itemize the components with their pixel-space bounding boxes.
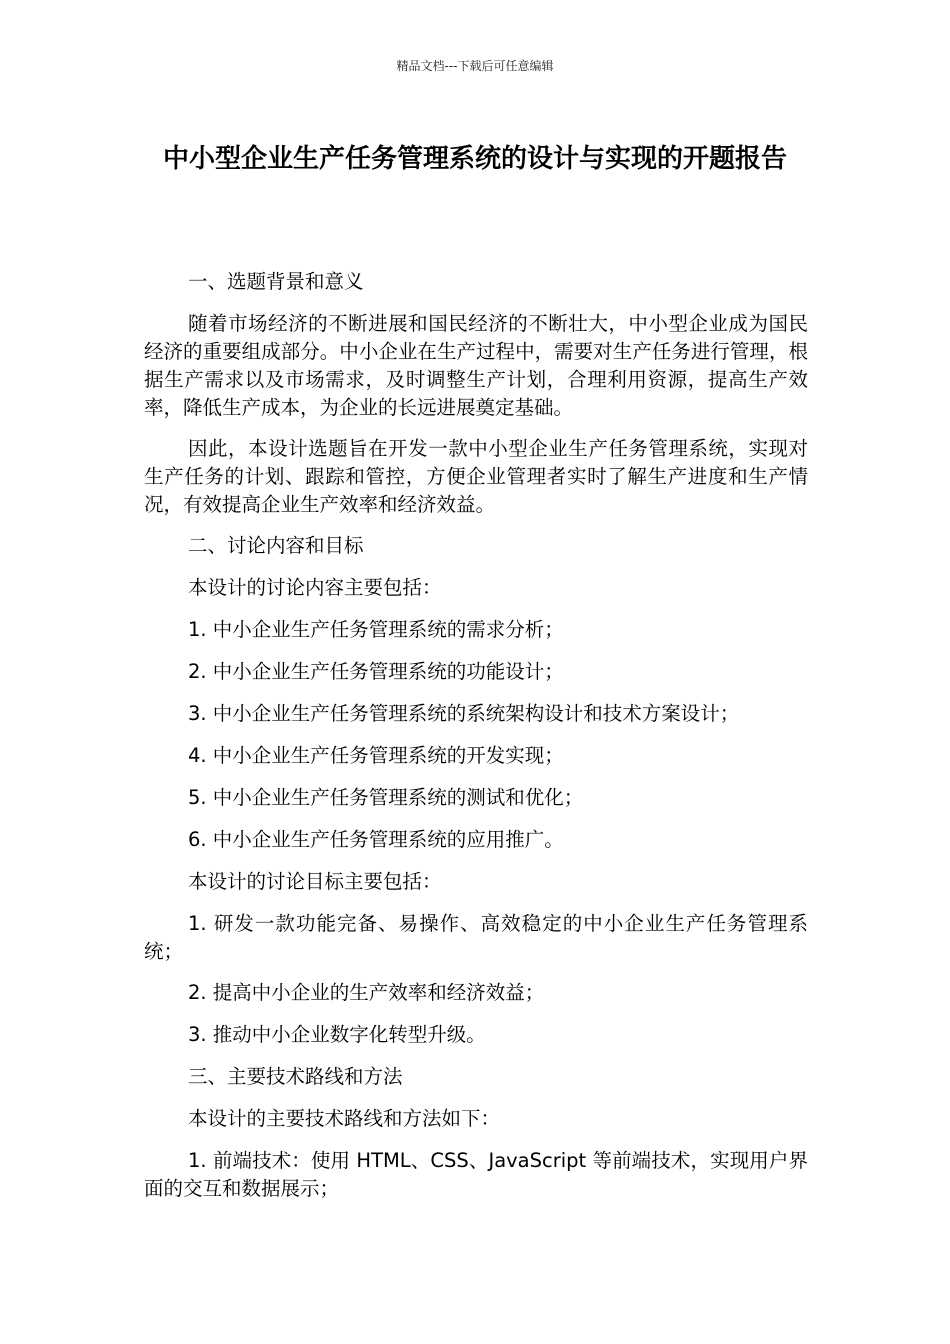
section-heading-technical-route: 三、主要技术路线和方法	[188, 1065, 403, 1088]
content-list-item: 3. 中小企业生产任务管理系统的系统架构设计和技术方案设计；	[188, 702, 740, 725]
paragraph-content-intro: 本设计的讨论内容主要包括：	[188, 576, 442, 599]
technical-list-item: 1. 前端技术：使用 HTML、CSS、JavaScript 等前端技术，实现用户界面的交互和数据展示；	[144, 1149, 808, 1200]
paragraph-background: 随着市场经济的不断进展和国民经济的不断壮大，中小型企业成为国民经济的重要组成部分。中小企业在生产过程中，需要对生产任务进行管理，根据生产需求以及市场需求，及时调整生产计划，合理利用资源，提高生产效率，降低生产成本，为企业的长远进展奠定基础。	[144, 312, 808, 419]
content-list-item: 5. 中小企业生产任务管理系统的测试和优化；	[188, 786, 584, 809]
section-heading-content-goals: 二、讨论内容和目标	[188, 534, 364, 557]
paragraph-purpose: 因此，本设计选题旨在开发一款中小型企业生产任务管理系统，实现对生产任务的计划、跟踪和管控，方便企业管理者实时了解生产进度和生产情况，有效提高企业生产效率和经济效益。	[144, 437, 808, 516]
content-list-item: 6. 中小企业生产任务管理系统的应用推广。	[188, 828, 564, 851]
goal-list-item: 1. 研发一款功能完备、易操作、高效稳定的中小企业生产任务管理系统；	[144, 912, 808, 963]
header-note: 精品文档---下载后可任意编辑	[396, 59, 554, 73]
goal-list-item: 3. 推动中小企业数字化转型升级。	[188, 1023, 486, 1046]
paragraph-goals-intro: 本设计的讨论目标主要包括：	[188, 870, 442, 893]
content-list-item: 4. 中小企业生产任务管理系统的开发实现；	[188, 744, 564, 767]
document-body	[144, 268, 808, 1216]
content-list-item: 1. 中小企业生产任务管理系统的需求分析；	[188, 618, 564, 641]
paragraph-technical-intro: 本设计的主要技术路线和方法如下：	[188, 1107, 501, 1130]
section-heading-background: 一、选题背景和意义	[188, 270, 364, 293]
goal-list-item: 2. 提高中小企业的生产效率和经济效益；	[188, 981, 545, 1004]
content-list-item: 2. 中小企业生产任务管理系统的功能设计；	[188, 660, 564, 683]
document-title: 中小型企业生产任务管理系统的设计与实现的开题报告	[162, 144, 787, 174]
